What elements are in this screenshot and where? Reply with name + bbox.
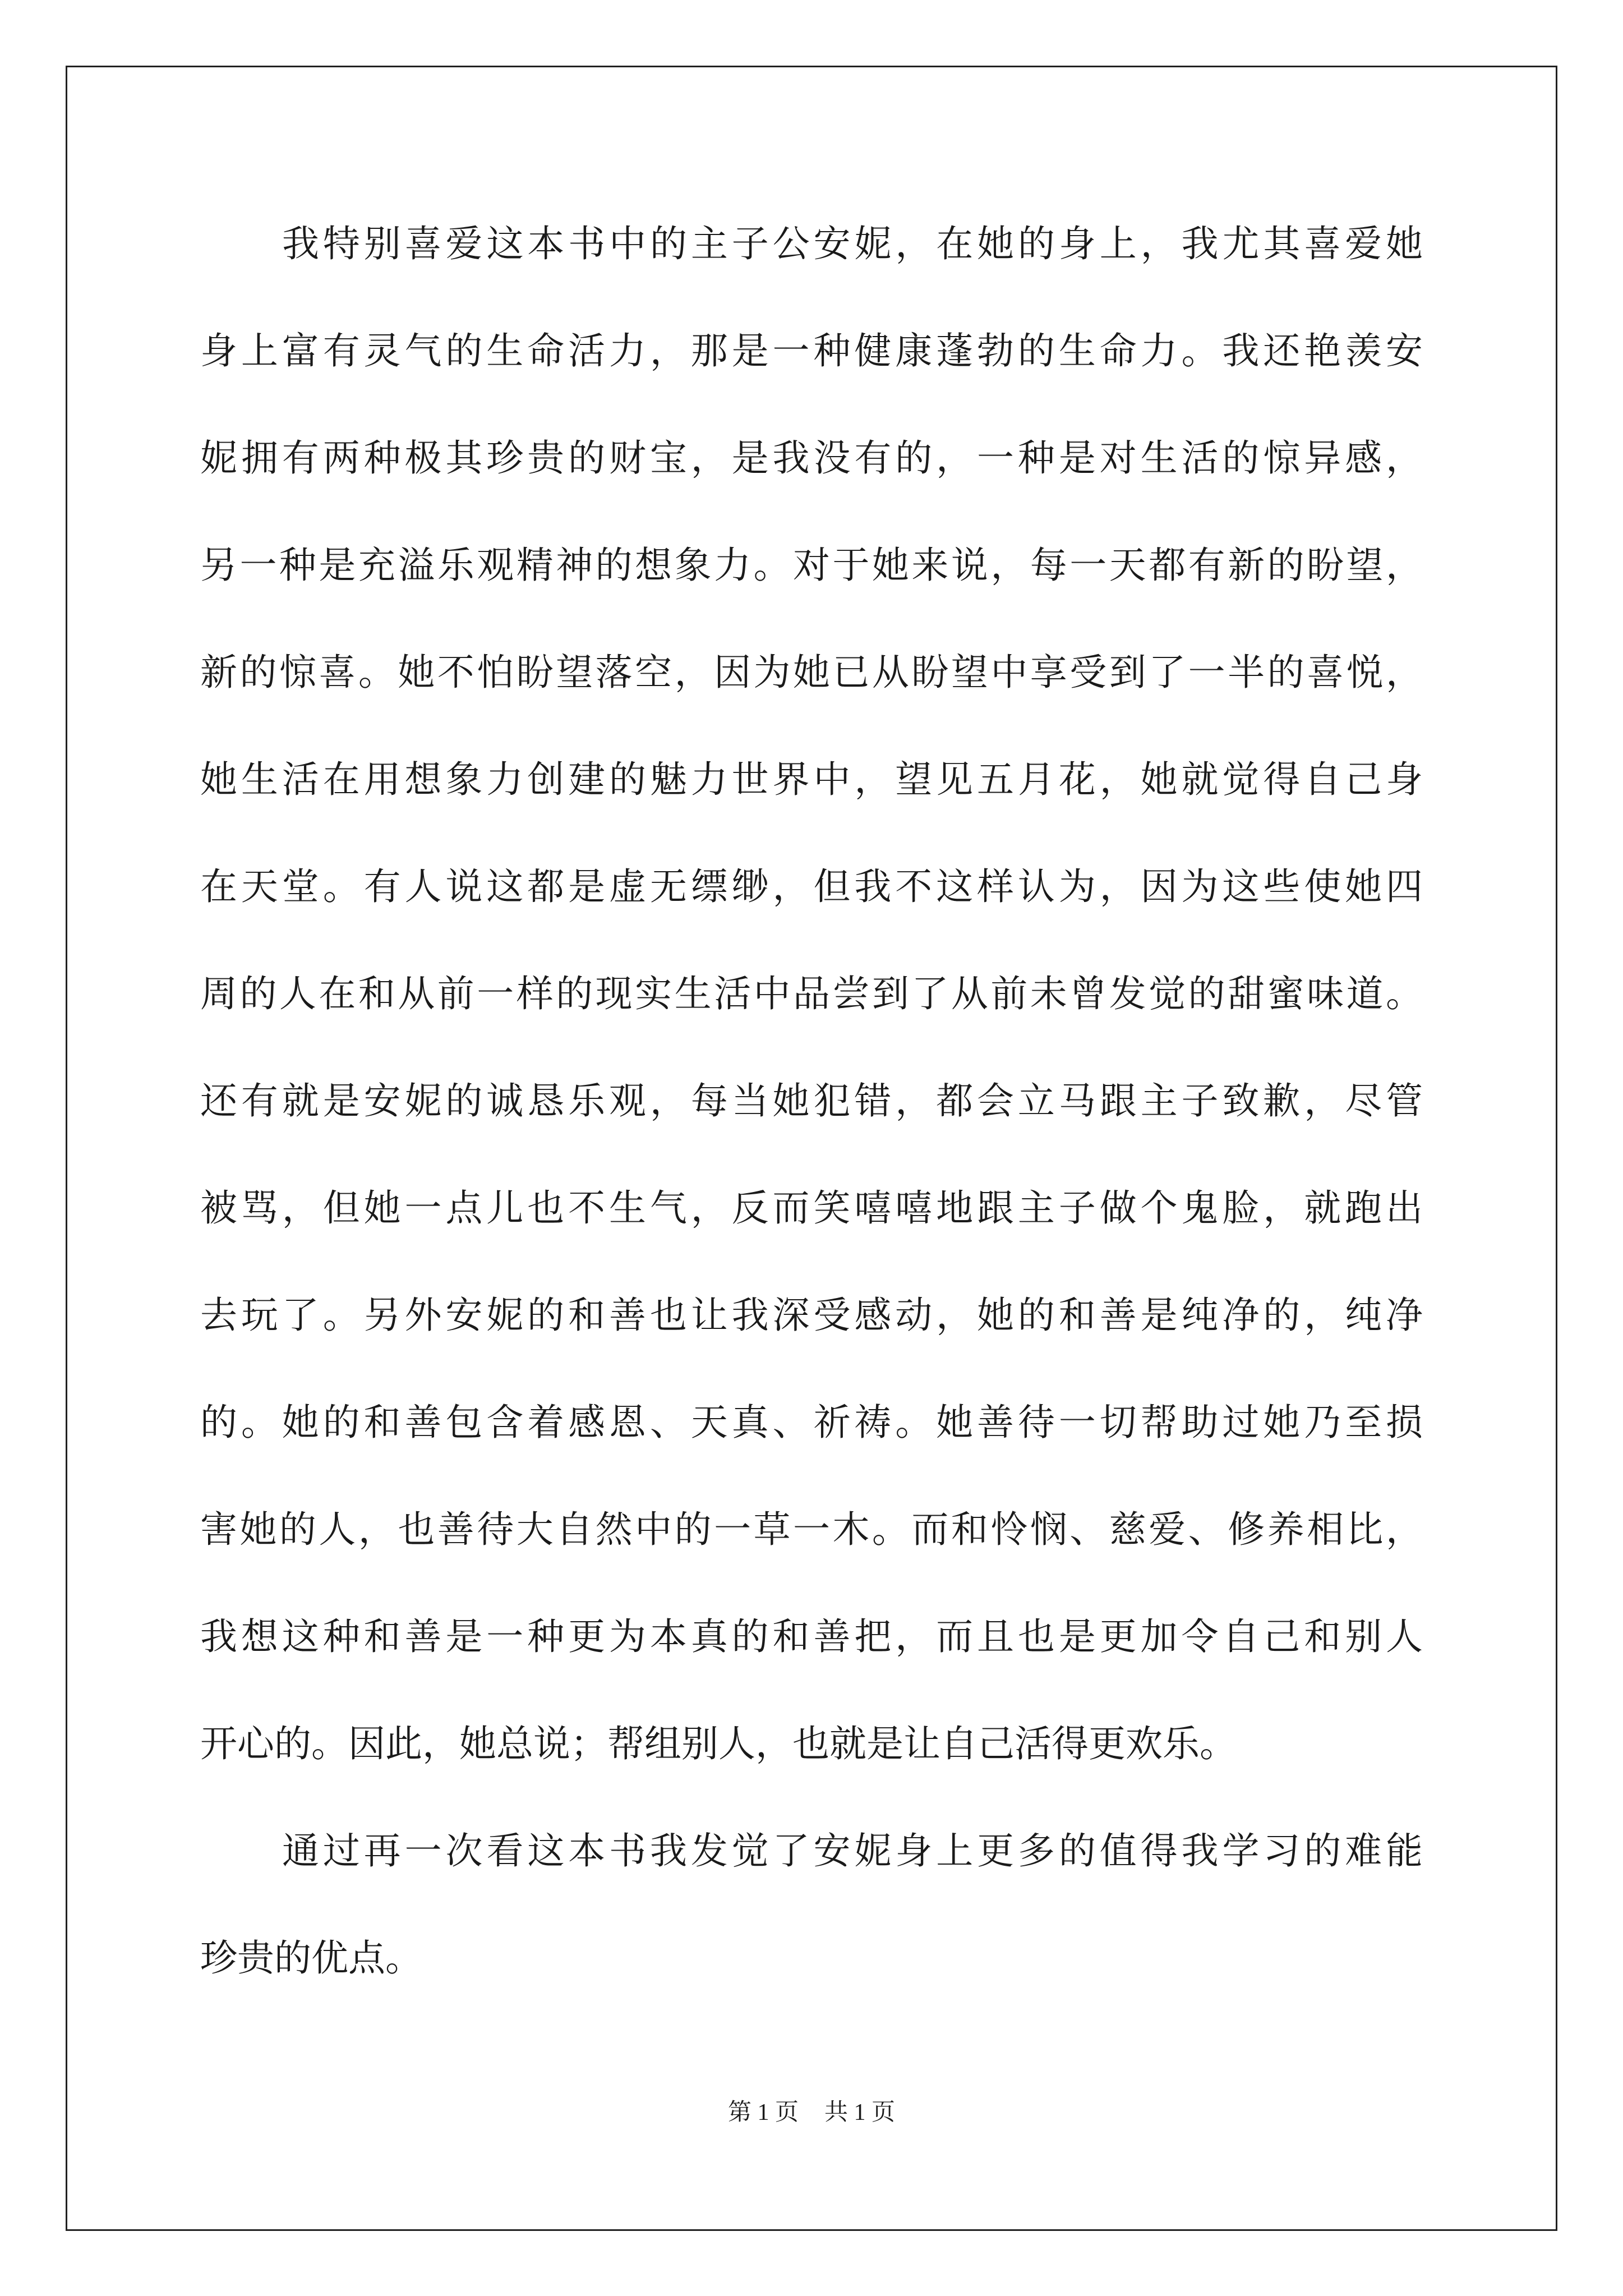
page-number: 第 1 页 bbox=[727, 2100, 799, 2125]
text-line: 害她的人，也善待大自然中的一草一木。而和怜悯、慈爱、修养相比， bbox=[200, 1508, 1423, 1551]
text-line: 还有就是安妮的诚恳乐观，每当她犯错，都会立马跟主子致歉，尽管 bbox=[200, 1079, 1423, 1122]
text-line: 周的人在和从前一样的现实生活中品尝到了从前未曾发觉的甜蜜味道。 bbox=[200, 972, 1423, 1015]
page-footer bbox=[0, 2096, 1623, 2129]
text-line: 新的惊喜。她不怕盼望落空，因为她已从盼望中享受到了一半的喜悦， bbox=[200, 651, 1423, 694]
text-line: 她生活在用想象力创建的魅力世界中，望见五月花，她就觉得自己身 bbox=[200, 758, 1423, 801]
text-line: 身上富有灵气的生命活力，那是一种健康蓬勃的生命力。我还艳羡安 bbox=[200, 329, 1423, 372]
text-line: 在天堂。有人说这都是虚无缥缈，但我不这样认为，因为这些使她四 bbox=[200, 865, 1423, 908]
text-line: 去玩了。另外安妮的和善也让我深受感动，她的和善是纯净的，纯净 bbox=[200, 1294, 1423, 1337]
text-line: 开心的。因此，她总说；帮组别人，也就是让自己活得更欢乐。 bbox=[200, 1722, 1237, 1765]
text-line: 的。她的和善包含着感恩、天真、祈祷。她善待一切帮助过她乃至损 bbox=[200, 1401, 1423, 1444]
text-line: 另一种是充溢乐观精神的想象力。对于她来说，每一天都有新的盼望， bbox=[200, 544, 1423, 587]
text-line: 我想这种和善是一种更为本真的和善把，而且也是更加令自己和别人 bbox=[200, 1615, 1423, 1658]
page-border bbox=[66, 66, 1557, 2231]
text-line: 通过再一次看这本书我发觉了安妮身上更多的值得我学习的难能 bbox=[282, 1829, 1423, 1872]
page-total: 共 1 页 bbox=[824, 2100, 896, 2125]
text-line: 被骂，但她一点儿也不生气，反而笑嘻嘻地跟主子做个鬼脸，就跑出 bbox=[200, 1186, 1423, 1230]
text-line: 妮拥有两种极其珍贵的财宝，是我没有的，一种是对生活的惊异感， bbox=[200, 436, 1423, 480]
text-line: 我特别喜爱这本书中的主子公安妮，在她的身上，我尤其喜爱她 bbox=[282, 222, 1423, 265]
text-line: 珍贵的优点。 bbox=[200, 1936, 422, 1980]
